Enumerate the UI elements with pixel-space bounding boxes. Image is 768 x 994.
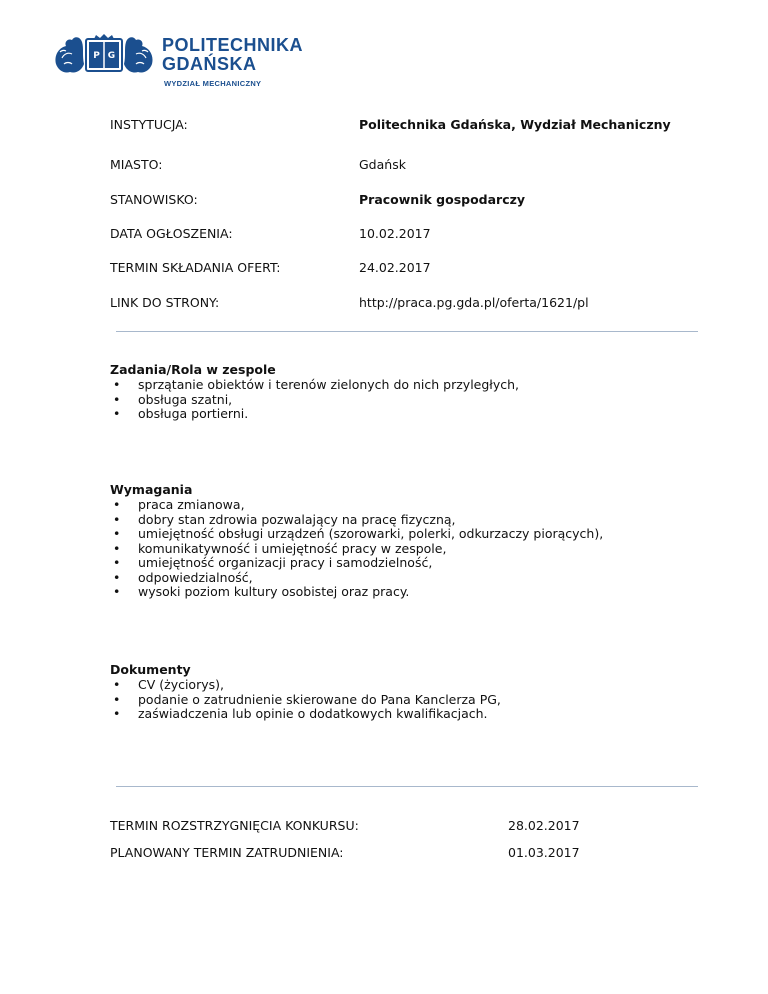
list-item: • wysoki poziom kultury osobistej oraz pracy. (113, 584, 410, 599)
info-value: Gdańsk (359, 157, 406, 172)
list-item: • podanie o zatrudnienie skierowane do Pana Kanclerza PG, (113, 691, 501, 707)
section-tasks (110, 362, 710, 422)
list-item: • CV (życiorys), (113, 677, 224, 692)
info-value: 10.02.2017 (359, 226, 431, 241)
info-value: Pracownik gospodarczy (359, 192, 526, 207)
list-item: • sprzątanie obiektów i terenów zielonych do nich przyległych, (113, 377, 520, 392)
emblem-letter-p: P (93, 51, 100, 61)
list-item: • komunikatywność i umiejętność pracy w zespole, (113, 540, 447, 556)
bullet-icon: • (113, 526, 121, 541)
divider (116, 786, 698, 787)
bullet-icon: • (113, 377, 121, 392)
section-title: Dokumenty (110, 662, 191, 677)
bullet-icon: • (113, 691, 121, 707)
info-label: DATA OGŁOSZENIA: (110, 226, 233, 241)
logo-line-2: GDAŃSKA (162, 54, 257, 74)
info-label: INSTYTUCJA: (110, 117, 188, 132)
list-item: • obsługa portierni. (113, 406, 249, 421)
info-value: 24.02.2017 (359, 260, 431, 275)
offer-link[interactable]: http://praca.pg.gda.pl/oferta/1621/pl (359, 295, 589, 310)
emblem-letter-g: G (107, 51, 116, 61)
info-label: MIASTO: (110, 157, 163, 172)
list-item: • obsługa szatni, (113, 391, 233, 407)
bullet-list (110, 678, 710, 722)
info-label: TERMIN SKŁADANIA OFERT: (110, 260, 281, 275)
list-item: • umiejętność organizacji pracy i samodzielność, (113, 555, 433, 570)
bullet-icon: • (113, 511, 121, 527)
list-item: • zaświadczenia lub opinie o dodatkowych kwalifikacjach. (113, 706, 488, 721)
bullet-icon: • (113, 540, 121, 556)
griffin-emblem-icon (52, 34, 156, 78)
bullet-list (110, 498, 710, 600)
bullet-icon: • (113, 569, 121, 585)
info-label: LINK DO STRONY: (110, 295, 220, 310)
bullet-icon: • (113, 391, 121, 407)
section-documents (110, 662, 710, 722)
list-item: • dobry stan zdrowia pozwalający na pracę fizyczną, (113, 511, 456, 527)
section-title: Zadania/Rola w zespole (110, 362, 276, 377)
bullet-icon: • (113, 555, 121, 570)
bullet-icon: • (113, 497, 121, 512)
bottom-value: 28.02.2017 (508, 818, 580, 833)
logo-subtitle: WYDZIAŁ MECHANICZNY (164, 79, 262, 88)
divider (116, 331, 698, 332)
university-logo (52, 34, 312, 92)
bullet-icon: • (113, 584, 121, 599)
list-item: • praca zmianowa, (113, 497, 245, 512)
bottom-label: TERMIN ROZSTRZYGNIĘCIA KONKURSU: (110, 818, 359, 833)
bullet-list (110, 378, 710, 422)
bottom-value: 01.03.2017 (508, 845, 580, 860)
bullet-icon: • (113, 706, 121, 721)
logo-wordmark (162, 36, 303, 74)
list-item: • odpowiedzialność, (113, 569, 253, 585)
bullet-icon: • (113, 406, 121, 421)
list-item: • umiejętność obsługi urządzeń (szorowarki, polerki, odkurzaczy piorących), (113, 526, 604, 541)
info-value: Politechnika Gdańska, Wydział Mechaniczny (359, 117, 671, 132)
info-label: STANOWISKO: (110, 192, 198, 207)
logo-line-1: POLITECHNIKA (162, 35, 303, 55)
bullet-icon: • (113, 677, 121, 692)
bottom-label: PLANOWANY TERMIN ZATRUDNIENIA: (110, 845, 344, 860)
section-requirements (110, 482, 710, 600)
section-title: Wymagania (110, 482, 193, 497)
